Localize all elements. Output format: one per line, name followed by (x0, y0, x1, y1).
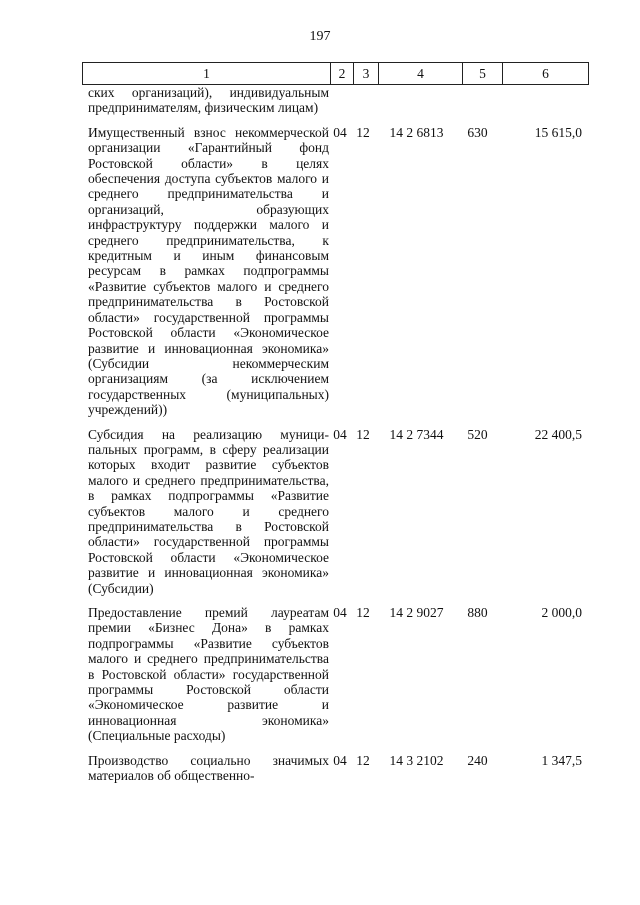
row-expense-type: 630 (467, 124, 488, 140)
row-target-article (375, 85, 458, 125)
row-section: 04 (333, 605, 347, 620)
row-amount (497, 85, 584, 125)
row-amount: 22 400,5 (534, 426, 582, 442)
row-expense-type (458, 85, 497, 125)
row-target-article: 14 3 2102 (389, 752, 444, 768)
row-target-article: 14 2 9027 (389, 605, 444, 620)
row-section: 04 (333, 426, 347, 442)
row-amount: 1 347,5 (541, 752, 582, 768)
table-row (82, 605, 584, 753)
row-expense-type: 880 (467, 605, 488, 620)
row-amount: 15 615,0 (534, 124, 582, 140)
row-section: 04 (333, 752, 347, 768)
column-header-3: 3 (354, 63, 379, 85)
row-target-article: 14 2 7344 (389, 426, 444, 442)
row-subsection: 12 (356, 752, 370, 768)
row-subsection: 12 (356, 426, 370, 442)
row-subsection: 12 (356, 605, 370, 620)
column-header-row (83, 63, 589, 85)
table-row (82, 753, 584, 784)
row-description: Субсидия на реализацию муниципальных программ, в сферу реализации которых входит развитие субъектов малого и среднего предпринимательства, в рамках подпрограммы «Развитие субъектов малого и среднего предпринимательства в Ростовской области» государственной программы Ростовской области «Экономическое развитие и инновационная экономика» (Субсидии) (88, 426, 329, 596)
budget-table (82, 85, 584, 783)
row-expense-type: 240 (467, 752, 488, 768)
column-header-1: 1 (83, 63, 331, 85)
row-description: ских организаций), индивидуальным предпринимателям, физическим лицам) (88, 85, 329, 116)
row-expense-type: 520 (467, 426, 488, 442)
column-header-2: 2 (331, 63, 354, 85)
row-target-article: 14 2 6813 (389, 124, 444, 140)
table-row (82, 125, 584, 427)
row-section (329, 85, 351, 125)
row-subsection (351, 85, 375, 125)
table-row (82, 85, 584, 125)
row-amount: 2 000,0 (541, 605, 582, 620)
table-row (82, 427, 584, 605)
row-section: 04 (333, 124, 347, 140)
row-subsection: 12 (356, 124, 370, 140)
column-header-4: 4 (379, 63, 463, 85)
page-number: 197 (309, 29, 331, 44)
row-description: Предоставление премий лауреатам премии «Бизнес Дона» в рамках подпрограммы «Развитие субъектов малого и среднего предпринимательства в Ростовской области» государственной программы Ростовской области «Экономическое развитие и инновационная экономика» (Специальные расходы) (88, 605, 329, 744)
row-description: Имущественный взнос некоммерческой организации «Гарантийный фонд Ростовской области» в целях обеспечения доступа субъектов малого и среднего предпринимательства и организаций, образующих инфраструктуру поддержки малого и среднего предпринимательства, к кредитным и иным финансовым ресурсам в рамках подпрограммы «Развитие субъектов малого и среднего предпринимательства в Ростовской области» государственной программы Ростовской области «Экономическое развитие и инновационная экономика» (Субсидии некоммерческим организациям (за исключением государственных (муниципальных) учреждений)) (88, 124, 329, 418)
column-header-table (82, 62, 589, 85)
row-description: Производство социально значимых материалов об общественно- (88, 752, 329, 784)
column-header-5: 5 (463, 63, 503, 85)
column-header-6: 6 (503, 63, 589, 85)
